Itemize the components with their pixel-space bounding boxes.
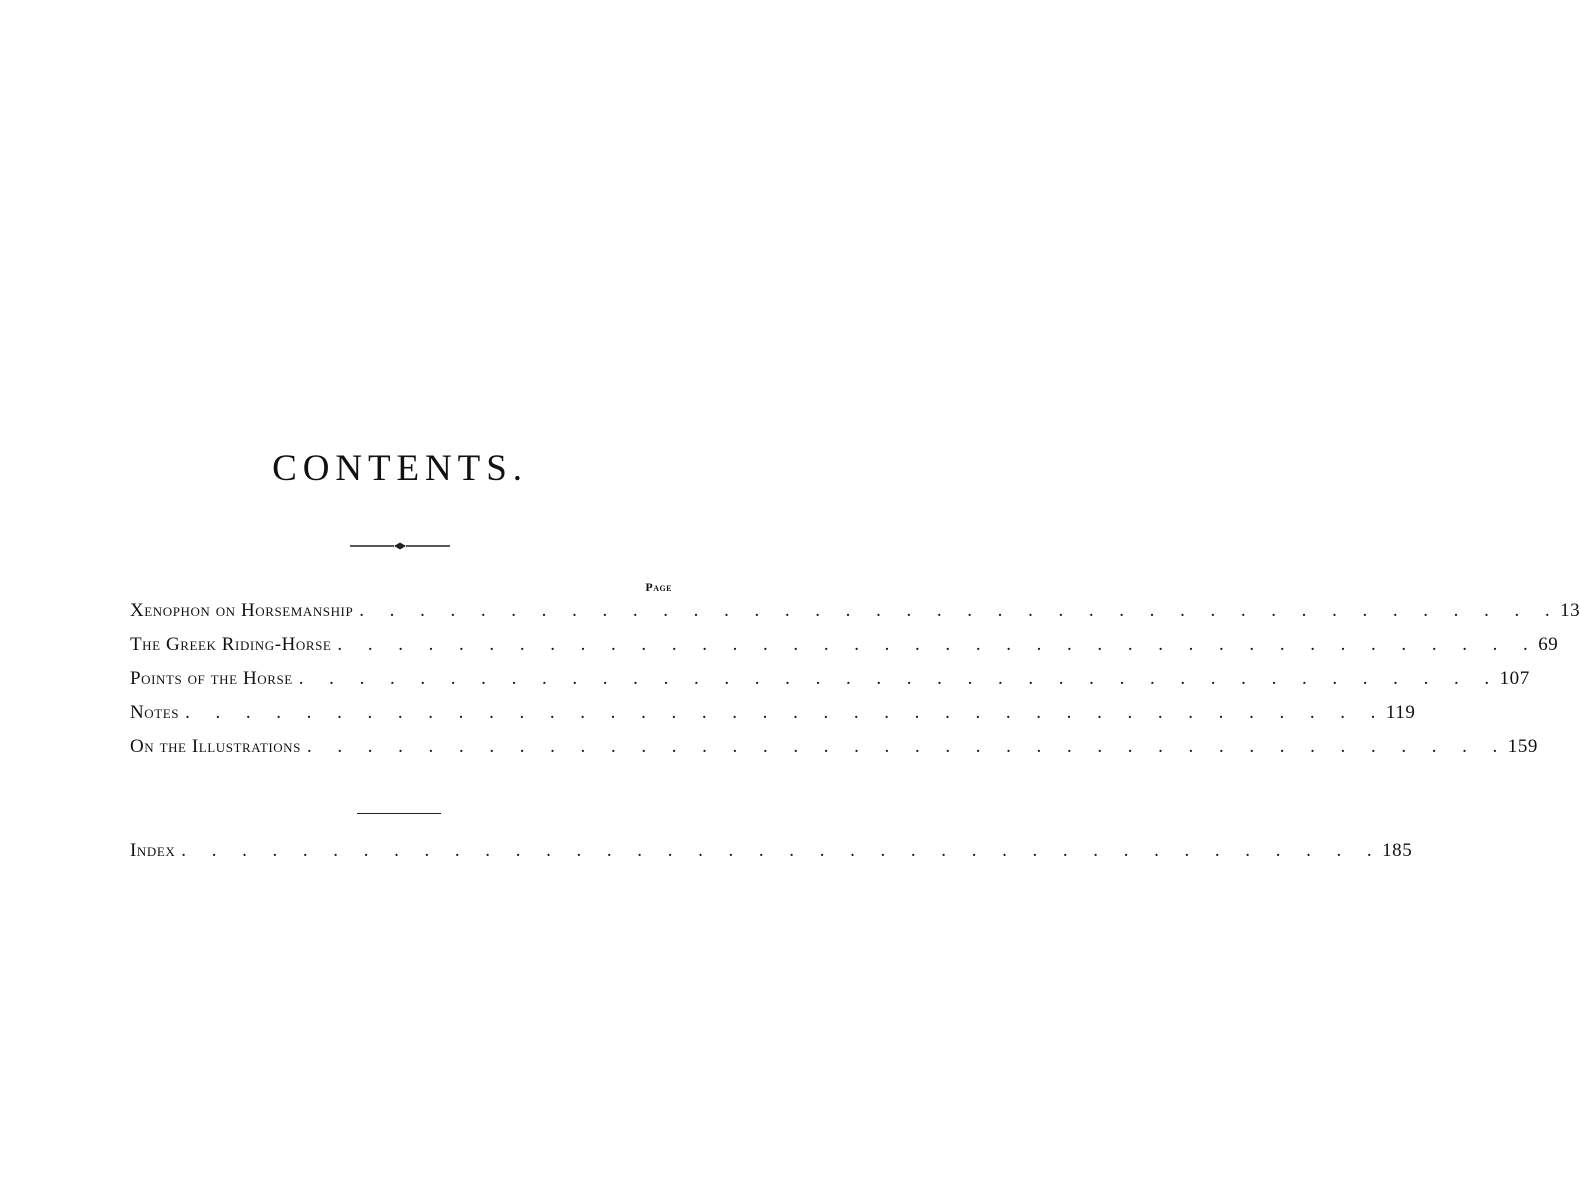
- toc-entry[interactable]: [130, 668, 1530, 702]
- toc-entry-page: 69: [1538, 634, 1559, 655]
- toc-entry-title: The Greek Riding-Horse: [130, 634, 332, 655]
- toc-entry[interactable]: [130, 634, 1559, 668]
- section-rule: [357, 813, 441, 814]
- toc-entry-title: Points of the Horse: [130, 668, 293, 689]
- toc-entry-page: 119: [1385, 702, 1416, 723]
- dot-leader: . . . . . . . . . . . . . . . . . . . . . . . . . . . . . . . . . . . . . . . .: [359, 600, 1561, 621]
- dot-leader: . . . . . . . . . . . . . . . . . . . . . . . . . . . . . . . . . . . . . . . .: [181, 840, 1383, 861]
- toc-entry-page: 107: [1499, 668, 1530, 689]
- dot-leader: . . . . . . . . . . . . . . . . . . . . . . . . . . . . . . . . . . . . . . . .: [337, 634, 1539, 655]
- toc-entry-page: 185: [1382, 840, 1413, 861]
- toc-entry-title: On the Illustrations: [130, 736, 301, 757]
- toc-entry[interactable]: [130, 702, 1416, 736]
- page-title: CONTENTS.: [272, 448, 528, 489]
- dot-leader: . . . . . . . . . . . . . . . . . . . . . . . . . . . . . . . . . . . . . . . .: [306, 736, 1508, 757]
- toc-entry[interactable]: [130, 736, 1538, 770]
- page-column-heading: Page: [645, 580, 672, 594]
- toc-entry[interactable]: [130, 600, 1580, 634]
- toc-entry-page: 159: [1507, 736, 1538, 757]
- dot-leader: . . . . . . . . . . . . . . . . . . . . . . . . . . . . . . . . . . . . . . . .: [298, 668, 1500, 689]
- dot-leader: . . . . . . . . . . . . . . . . . . . . . . . . . . . . . . . . . . . . . . . .: [185, 702, 1386, 723]
- ornament-divider: [350, 540, 450, 552]
- toc-entry-title: Xenophon on Horsemanship: [130, 600, 354, 621]
- toc-entry-title: Index: [130, 840, 176, 861]
- toc-entry-title: Notes: [130, 702, 180, 723]
- index-section: [130, 840, 1413, 874]
- table-of-contents: [130, 600, 1580, 770]
- toc-entry-index[interactable]: [130, 840, 1413, 874]
- toc-entry-page: 13: [1560, 600, 1580, 621]
